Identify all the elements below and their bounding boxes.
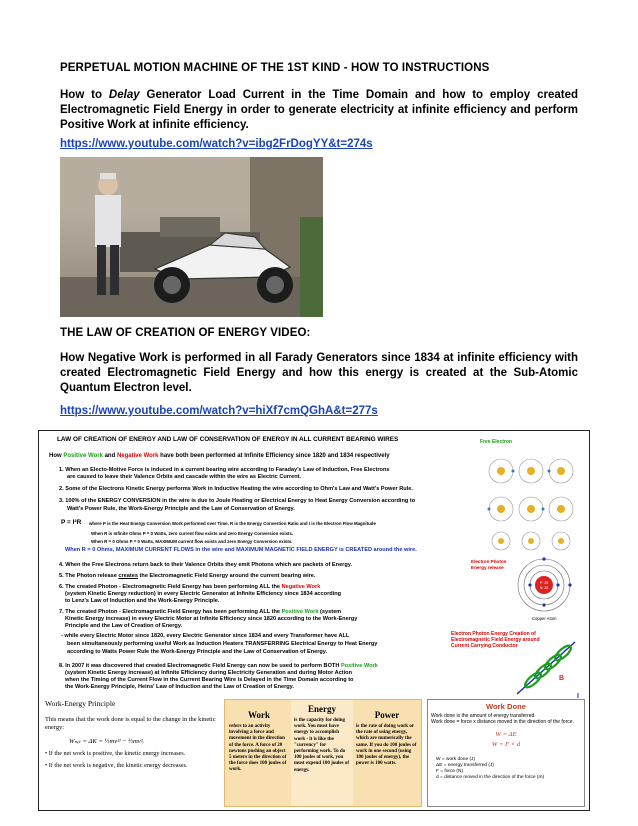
- coil-diagram: [509, 636, 584, 701]
- slide-point-7e: been simultaneously performing useful Work as Induction Heaters TRANSFERRING Electrical Energy to Heat Energy: [67, 641, 378, 647]
- work-text: refers to an activity involving a force and movement in the direction of the force. A force of 20 newtons pushing an object 5 meters in the direction of the force does 100 joules of work.: [229, 724, 287, 773]
- slide-point-8d: the Work-Energy Principle, Heins' Law of Induction and the Law of Creation of Energy.: [65, 684, 294, 690]
- intro-pre: How to: [60, 89, 109, 101]
- coil-b-label: B: [559, 675, 565, 682]
- law-of-creation-slide: [38, 430, 590, 811]
- work-energy-principle-card: [45, 699, 220, 805]
- energy-text: is the capacity for doing work. You must have energy to accomplish work - it is like the "currency" for performing work. To do 100 joules of work, you must expend 100 joules of energy.: [294, 718, 350, 773]
- work-done-f1: W = ΔE: [495, 730, 517, 738]
- copper-atom-diagram: [514, 556, 574, 614]
- slide-point-7f: according to Watts Power Rule the Work-Energy Principle and the Law of Conservation of Energy.: [67, 649, 328, 655]
- slide-point-8b: (system Kinetic Energy increase) at Infinite Efficiency during Electricity Generation and during Motor Action: [65, 670, 352, 676]
- slide-point-6c: to Lenz's Law of Induction and the Work-Energy Principle.: [65, 598, 220, 604]
- photo-illustration: [60, 157, 323, 317]
- formula-description: where P is the Heat Energy Conversion Work performed over Time. R is the Energy Convertion Ratio and I is the Electron Flow Magnitude: [89, 521, 376, 526]
- slide-point-3d: When R = 0 Ohms P = 0 Watts, MAXIMUM current flow exists and zero Energy Conversion exists.: [91, 539, 293, 544]
- video-link-1[interactable]: https://www.youtube.com/watch?v=ibg2FrDogYY&t=274s: [60, 138, 373, 150]
- slide-title: LAW OF CREATION OF ENERGY AND LAW OF CONSERVATION OF ENERGY IN ALL CURRENT BEARING WIRES: [57, 436, 399, 443]
- we-line1: This means that the work done is equal to the change in the kinetic energy:: [45, 716, 216, 731]
- work-done-title: Work Done: [486, 702, 526, 711]
- copper-atom-label: Copper Atom: [532, 616, 557, 621]
- free-electron-label: Free Electron: [480, 439, 512, 445]
- we-title: Work-Energy Principle: [45, 699, 116, 708]
- atom-protons: P: 29: [539, 581, 549, 585]
- video-link-2[interactable]: https://www.youtube.com/watch?v=hiXf7cmQGhA&t=277s: [60, 405, 378, 417]
- slide-point-8c: when the Timing of the Current Flow in the Current Bearing Wire is Delayed in the Time Domain according to: [65, 677, 354, 683]
- intro-post: Generator Load Current in the Time Domain and how to employ created Electromagnetic Field Energy in order to generate electricity at infinite efficiency and perform Positive Work at infinite efficiency.: [60, 89, 578, 131]
- work-done-l1: Work done is the amount of energy transferred.: [431, 713, 536, 719]
- field-creation-label: Electron Photon Energy Creation of Electromagnetic Field Energy around Current Carrying Conductor: [451, 631, 540, 650]
- power-column: [356, 704, 418, 767]
- work-done-d1: W = work done (J): [436, 756, 476, 762]
- power-formula: P = I²R: [61, 519, 82, 526]
- work-done-d3: F = force (N): [436, 769, 464, 775]
- slide-point-7c: Principle and the Law of Creation of Energy.: [65, 623, 183, 629]
- we-formula: Wₙₑₜ = ΔK = ½mv²ᶠ − ½mv²ᵢ: [69, 738, 144, 745]
- slide-point-3: 3. 100% of the ENERGY CONVERSION in the wire is due to Joule Heating or Electrical Energy to Heat Energy Conversion according to: [59, 498, 416, 504]
- work-done-d4: d = distance moved in the direction of the force (m): [436, 775, 545, 781]
- motorcycle-photo: [60, 157, 323, 317]
- slide-point-7d: - while every Electric Motor since 1820, every Electric Generator since 1834 and every Transformer have ALL: [61, 633, 350, 639]
- slide-point-1: 1. When an Electo-Motive Force is induced in a current bearing wire according to Faraday's Law of Induction, Free Electrons: [59, 467, 390, 473]
- work-column: [229, 704, 289, 774]
- atom-neutrons: N: 35: [539, 586, 549, 590]
- slide-point-3b: Watt's Power Rule, the Work-Energy Principle and the Law of Conservation of Energy.: [67, 506, 295, 512]
- work-done-l2: Work done = force x distance moved in the direction of the force.: [431, 719, 574, 726]
- we-bullet-1: • If the net work is positive, the kinetic energy increases.: [45, 750, 186, 757]
- slide-blue-line: When R = 0 Ohms, MAXIMUM CURRENT FLOWS in the wire and MAXIMUM MAGNETIC FIELD ENERGY is CREATED around the wire.: [65, 547, 417, 553]
- section2-paragraph: How Negative Work is performed in all Farady Generators since 1834 at infinite efficiency with created Electromagnetic Field Energy and how this energy is created at the Sub-Atomic Quantum Electron level.: [60, 352, 578, 394]
- work-done-d2: ΔE = energy transferred (J): [436, 763, 494, 769]
- energy-title: Energy: [308, 704, 336, 714]
- slide-point-5: 5. The Photon release creates the Electromagnetic Field Energy around the current bearing wire.: [59, 573, 316, 579]
- slide-point-7b: Kinetic Energy increase) in every Electric Motor at Infinite Efficiency since 1820 according to the Work-Energy: [65, 616, 358, 622]
- slide-subtitle: How Positive Work and Negative Work have both been performed at Infinite Efficiency since 1820 and 1834 respectively: [49, 453, 390, 459]
- document-heading: PERPETUAL MOTION MACHINE OF THE 1ST KIND - HOW TO INSTRUCTIONS: [60, 62, 490, 74]
- we-bullet-2: • If the net work is negative, the kinetic energy decreases.: [45, 762, 188, 769]
- slide-point-8: 8. In 2007 it was discovered that created Electromagnetic Field Energy can now be used to perform BOTH Positive Work: [59, 663, 378, 669]
- coil-i-label: I: [577, 693, 579, 700]
- slide-point-2: 2. Some of the Electrons Kinetic Energy performs Work in Inductive Heating the wire according to Ohm's Law and Watt's Power Rule.: [59, 486, 413, 492]
- work-title: Work: [247, 710, 270, 720]
- section2-heading: THE LAW OF CREATION OF ENERGY VIDEO:: [60, 327, 311, 339]
- photon-release-label: Electron Photon Energy release: [471, 559, 507, 570]
- slide-point-3c: When R is Infinite Ohms P = 0 Watts, zero current flow exists and zero Energy Conversion exists.: [91, 531, 294, 536]
- intro-paragraph: [60, 88, 578, 133]
- work-energy-power-panel: [224, 699, 422, 807]
- atom-grid-diagram: [479, 449, 584, 554]
- slide-point-1b: are caused to leave their Valence Orbits and cascade within the wire as Electric Current.: [67, 474, 302, 480]
- slide-point-6: 6. The created Photon - Electromagnetic Field Energy has been performing ALL the Negative Work: [59, 584, 321, 590]
- power-text: is the rate of doing work or the rate of using energy, which are numerically the same. If you do 100 joules of work in one second (using 100 joules of energy), the power is 100 watts.: [356, 724, 417, 767]
- slide-point-7: 7. The created Photon - Electromagnetic Field Energy has been performing ALL the Positive Work (system: [59, 609, 342, 615]
- power-title: Power: [374, 710, 400, 720]
- slide-point-6b: (system Kinetic Energy reduction) in every Electric Generator at Infinite Efficiency since 1834 according: [65, 591, 342, 597]
- work-done-card: [427, 699, 585, 807]
- work-done-f2: W = F × d: [491, 740, 521, 748]
- slide-point-4: 4. When the Free Electrons return back to their Valence Orbits they emit Photons which are packets of Energy.: [59, 562, 353, 568]
- energy-column: [291, 700, 353, 806]
- intro-emphasis: Delay: [108, 89, 140, 101]
